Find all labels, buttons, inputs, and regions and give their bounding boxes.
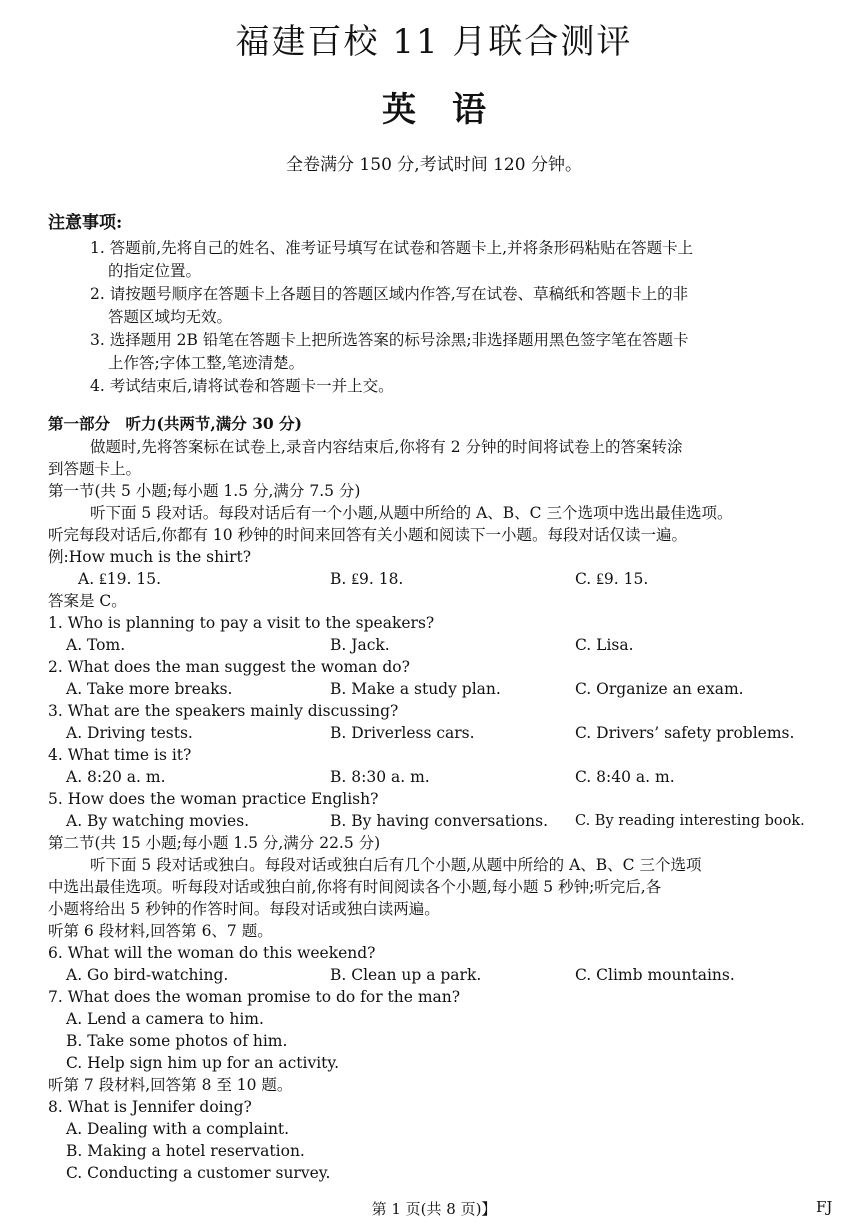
q4-option-b: B. 8:30 a. m. (330, 768, 430, 786)
question-3: 3. What are the speakers mainly discussing? (48, 702, 399, 720)
notice-heading: 注意事项: (48, 213, 123, 233)
q6-option-c: C. Climb mountains. (575, 966, 735, 984)
subject-char-2: 语 (452, 90, 486, 130)
example-option-b: B. ₤9. 18. (330, 570, 404, 588)
q4-option-c: C. 8:40 a. m. (575, 768, 675, 786)
section2-heading: 第二节(共 15 小题;每小题 1.5 分,满分 22.5 分) (48, 834, 381, 852)
example-question: 例:How much is the shirt? (48, 548, 252, 566)
subject-char-1: 英 (382, 90, 416, 130)
part1-intro-cont: 到答题卡上。 (48, 460, 142, 478)
q1-option-a: A. Tom. (66, 636, 126, 654)
question-4: 4. What time is it? (48, 746, 192, 764)
section1-heading: 第一节(共 5 小题;每小题 1.5 分,满分 7.5 分) (48, 482, 361, 500)
notice-line: 上作答;字体工整,笔迹清楚。 (108, 354, 305, 372)
section2-intro-cont: 小题将给出 5 秒钟的作答时间。每段对话或独白读两遍。 (48, 900, 440, 918)
q5-option-c: C. By reading interesting book. (575, 813, 805, 829)
q2-option-b: B. Make a study plan. (330, 680, 501, 698)
section1-intro-cont: 听完每段对话后,你都有 10 秒钟的时间来回答有关小题和阅读下一小题。每段对话仅读一遍。 (48, 526, 688, 544)
section2-intro-cont: 中选出最佳选项。听每段对话或独白前,你将有时间阅读各个小题,每小题 5 秒钟;听完后,各 (48, 878, 662, 896)
q5-option-a: A. By watching movies. (66, 812, 250, 830)
q8-option-b: B. Making a hotel reservation. (66, 1142, 305, 1160)
notice-line: 2. 请按题号顺序在答题卡上各题目的答题区域内作答,写在试卷、草稿纸和答题卡上的非 (90, 285, 689, 303)
question-6: 6. What will the woman do this weekend? (48, 944, 376, 962)
q5-option-b: B. By having conversations. (330, 812, 548, 830)
score-line: 全卷满分 150 分,考试时间 120 分钟。 (286, 155, 582, 175)
material-7-note: 听第 7 段材料,回答第 8 至 10 题。 (48, 1076, 293, 1094)
q4-option-a: A. 8:20 a. m. (66, 768, 166, 786)
q3-option-c: C. Drivers’ safety problems. (575, 724, 795, 742)
q8-option-a: A. Dealing with a complaint. (66, 1120, 290, 1138)
section1-intro: 听下面 5 段对话。每段对话后有一个小题,从题中所给的 A、B、C 三个选项中选出最佳选项。 (90, 504, 733, 522)
part1-heading: 第一部分 听力(共两节,满分 30 分) (48, 414, 302, 433)
notice-line: 的指定位置。 (108, 262, 202, 280)
question-8: 8. What is Jennifer doing? (48, 1098, 252, 1116)
q7-option-a: A. Lend a camera to him. (66, 1010, 264, 1028)
page-number: 第 1 页(共 8 页)】 (371, 1200, 497, 1218)
q3-option-a: A. Driving tests. (66, 724, 193, 742)
question-2: 2. What does the man suggest the woman do? (48, 658, 410, 676)
q6-option-b: B. Clean up a park. (330, 966, 482, 984)
q7-option-b: B. Take some photos of him. (66, 1032, 288, 1050)
q1-option-c: C. Lisa. (575, 636, 634, 654)
example-option-a: A. ₤19. 15. (78, 570, 162, 588)
example-answer: 答案是 C。 (48, 592, 127, 610)
notice-line: 答题区域均无效。 (108, 308, 233, 326)
notice-line: 1. 答题前,先将自己的姓名、准考证号填写在试卷和答题卡上,并将条形码粘贴在答题卡上 (90, 239, 694, 257)
material-6-note: 听第 6 段材料,回答第 6、7 题。 (48, 922, 273, 940)
q2-option-a: A. Take more breaks. (66, 680, 233, 698)
exam-title: 福建百校 11 月联合测评 (235, 22, 633, 62)
q7-option-c: C. Help sign him up for an activity. (66, 1054, 340, 1072)
subject-title (0, 82, 868, 131)
question-7: 7. What does the woman promise to do for the man? (48, 988, 461, 1006)
question-5: 5. How does the woman practice English? (48, 790, 379, 808)
q3-option-b: B. Driverless cars. (330, 724, 475, 742)
example-option-c: C. ₤9. 15. (575, 570, 649, 588)
q1-option-b: B. Jack. (330, 636, 390, 654)
q2-option-c: C. Organize an exam. (575, 680, 744, 698)
part1-intro: 做题时,先将答案标在试卷上,录音内容结束后,你将有 2 分钟的时间将试卷上的答案转涂 (90, 438, 683, 456)
region-code: FJ (816, 1198, 833, 1216)
notice-line: 3. 选择题用 2B 铅笔在答题卡上把所选答案的标号涂黑;非选择题用黑色签字笔在答题卡 (90, 331, 689, 349)
q8-option-c: C. Conducting a customer survey. (66, 1164, 331, 1182)
q6-option-a: A. Go bird-watching. (66, 966, 229, 984)
question-1: 1. Who is planning to pay a visit to the speakers? (48, 614, 435, 632)
section2-intro: 听下面 5 段对话或独白。每段对话或独白后有几个小题,从题中所给的 A、B、C 三个选项 (90, 856, 702, 874)
notice-line: 4. 考试结束后,请将试卷和答题卡一并上交。 (90, 377, 394, 395)
